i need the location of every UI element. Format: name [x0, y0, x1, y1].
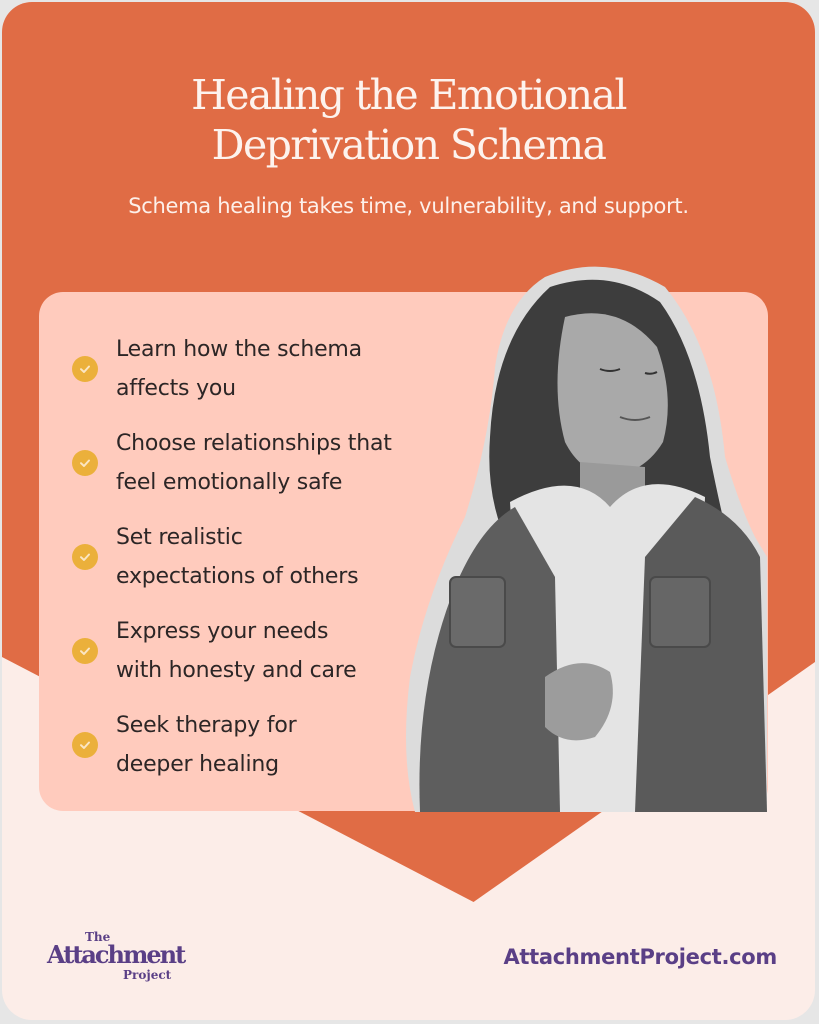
attachment-project-logo[interactable]	[47, 930, 197, 986]
item-text-line: with honesty and care	[116, 658, 357, 683]
checklist	[72, 330, 442, 800]
list-item	[72, 706, 442, 784]
logo-attachment: Attachment	[47, 940, 185, 969]
check-circle-icon	[72, 450, 98, 476]
item-text-line: deeper healing	[116, 752, 279, 777]
list-item	[72, 424, 442, 502]
title-line-2: Deprivation Schema	[211, 121, 606, 169]
infographic	[2, 2, 815, 1020]
list-item	[72, 612, 442, 690]
item-text-line: Seek therapy for	[116, 713, 297, 738]
item-text-line: Choose relationships that	[116, 431, 392, 456]
logo-project: Project	[123, 968, 172, 982]
item-text-line: affects you	[116, 376, 236, 401]
page-title	[2, 70, 815, 170]
list-item	[72, 330, 442, 408]
item-text-line: Learn how the schema	[116, 337, 362, 362]
check-circle-icon	[72, 544, 98, 570]
check-circle-icon	[72, 638, 98, 664]
logo-the: The	[85, 930, 111, 944]
check-circle-icon	[72, 356, 98, 382]
woman-photo	[395, 257, 775, 812]
list-item	[72, 518, 442, 596]
item-text-line: Express your needs	[116, 619, 329, 644]
item-text-line: feel emotionally safe	[116, 470, 343, 495]
item-text-line: expectations of others	[116, 564, 359, 589]
website-link[interactable]: AttachmentProject.com	[503, 945, 777, 969]
title-line-1: Healing the Emotional	[191, 71, 626, 119]
subtitle: Schema healing takes time, vulnerability, and support.	[128, 194, 689, 218]
item-text-line: Set realistic	[116, 525, 243, 550]
check-circle-icon	[72, 732, 98, 758]
